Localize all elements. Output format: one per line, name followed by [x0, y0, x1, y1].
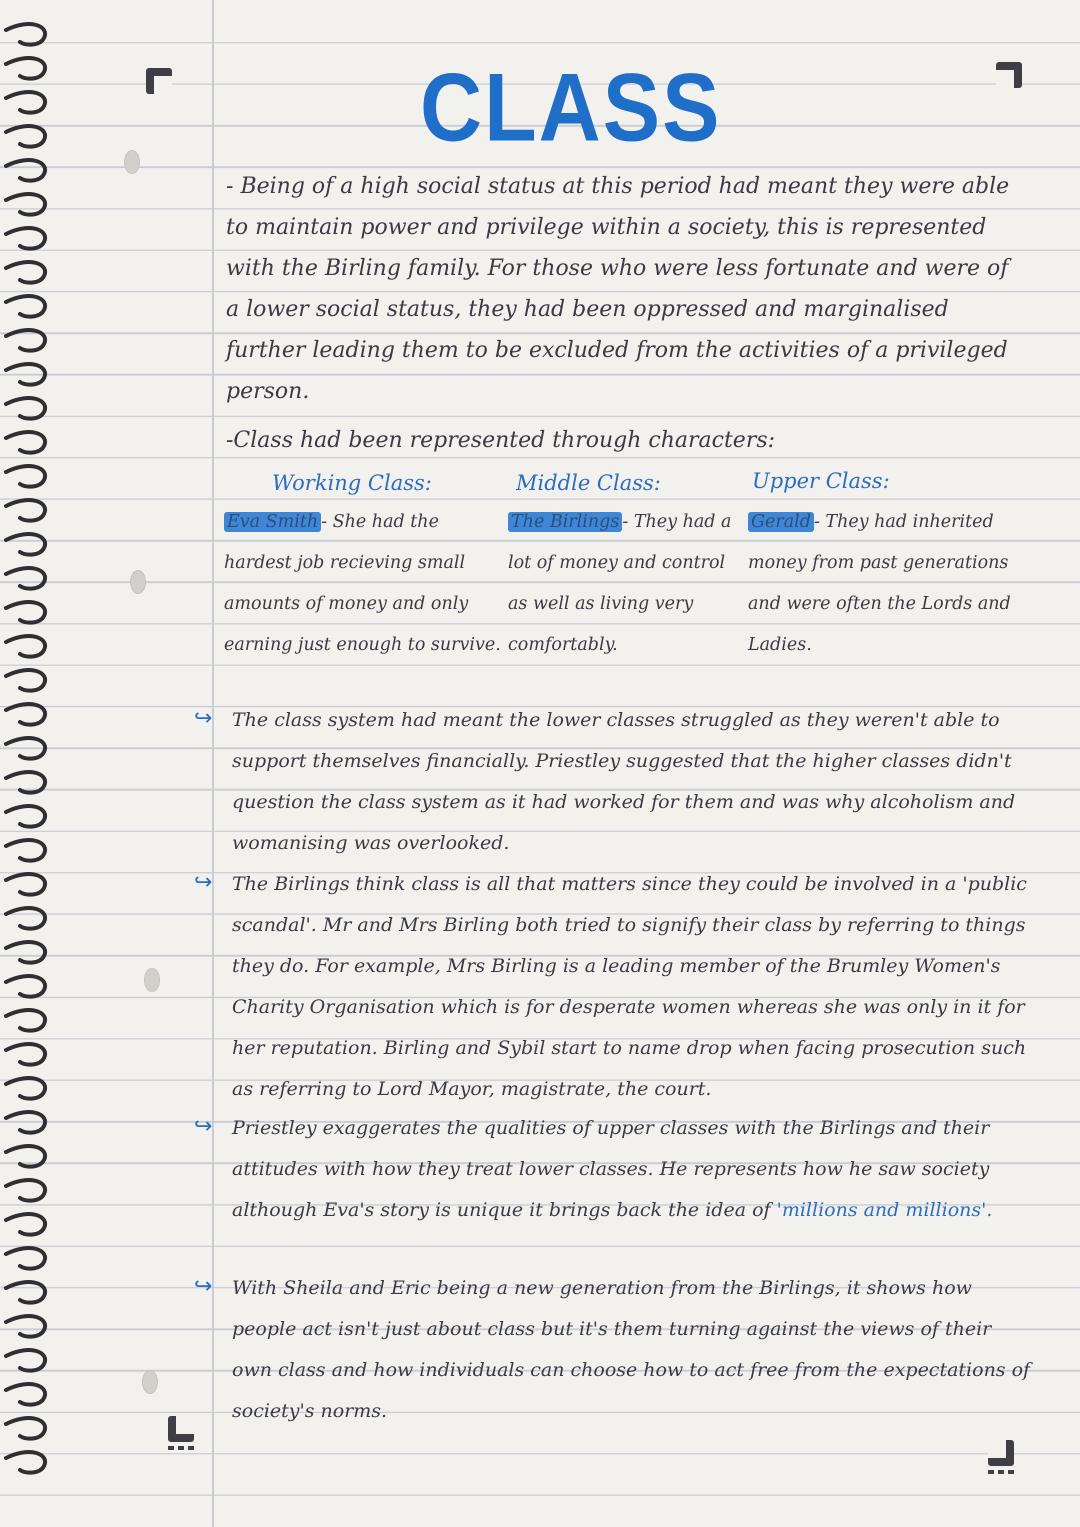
punch-hole [130, 570, 146, 594]
corner-mark-icon [988, 1440, 1014, 1466]
characters-intro: -Class had been represented through characters: [226, 428, 776, 453]
birlings-highlight: The Birlings [508, 512, 622, 532]
intro-paragraph [226, 166, 1026, 412]
spiral-binding [0, 20, 70, 1500]
working-class-heading: Working Class: [272, 471, 432, 495]
point-birlings-class: The Birlings think class is all that matters since they could be involved in a 'public scandal'. Mr and Mrs Birling both tried to signify their class by referring to things they do. For example, Mrs Birling is a leading member of the Brumley Women's Charity Organisation which is for desperate women whereas she was only in it for her reputation. Birling and Sybil start to name drop when facing prosecution such as referring to Lord Mayor, magistrate, the court. [232, 873, 1027, 1100]
arrow-icon: ↪ [194, 706, 213, 731]
upper-class-note [748, 502, 1032, 666]
corner-dots [988, 1470, 1014, 1474]
punch-hole [144, 968, 160, 992]
arrow-icon: ↪ [194, 870, 213, 895]
corner-dots [168, 1446, 194, 1450]
corner-mark-icon [996, 62, 1022, 88]
middle-class-text: - They had a lot of money and control as well as living very comfortably. [508, 512, 732, 655]
arrow-icon: ↪ [194, 1274, 213, 1299]
spiral-coils [0, 20, 70, 1500]
page-title: CLASS [420, 54, 722, 162]
punch-hole [124, 150, 140, 174]
punch-hole [142, 1370, 158, 1394]
working-class-text: - She had the hardest job recieving small amounts of money and only earning just enough to survive. [224, 512, 501, 655]
upper-class-text: - They had inherited money from past generations and were often the Lords and Ladies. [748, 512, 1011, 655]
arrow-icon: ↪ [194, 1114, 213, 1139]
corner-mark-icon [168, 1416, 194, 1442]
intro-bullet: - [226, 174, 234, 199]
point-priestley-text: Priestley exaggerates the qualities of upper classes with the Birlings and their attitudes with how they treat lower classes. He represents how he saw society although Eva's story is unique it brings back the idea of [232, 1117, 990, 1221]
point-new-generation: With Sheila and Eric being a new generation from the Birlings, it shows how people act isn't just about class but it's them turning against the views of their own class and how individuals can choose how to act free from the expectations of society's norms. [232, 1277, 1031, 1422]
corner-mark-icon [146, 68, 172, 94]
point-priestley-exaggerates [232, 1108, 1032, 1231]
middle-class-heading: Middle Class: [516, 471, 661, 495]
gerald-highlight: Gerald [748, 512, 814, 532]
eva-smith-highlight: Eva Smith [224, 512, 321, 532]
upper-class-heading: Upper Class: [752, 469, 890, 493]
working-class-note [224, 502, 504, 666]
point-class-system: The class system had meant the lower classes struggled as they weren't able to support themselves financially. Priestley suggested that the higher classes didn't question the class system as it had worked for them and was why alcoholism and womanising was overlooked. [232, 709, 1016, 854]
millions-quote: 'millions and millions'. [776, 1199, 993, 1221]
middle-class-note [508, 502, 746, 666]
intro-text: Being of a high social status at this period had meant they were able to maintain power and privilege within a society, this is represented with the Birling family. For those who were less fortunate and were of a lower social status, they had been oppressed and marginalised further leading them to be excluded from the activities of a privileged person. [226, 174, 1010, 404]
